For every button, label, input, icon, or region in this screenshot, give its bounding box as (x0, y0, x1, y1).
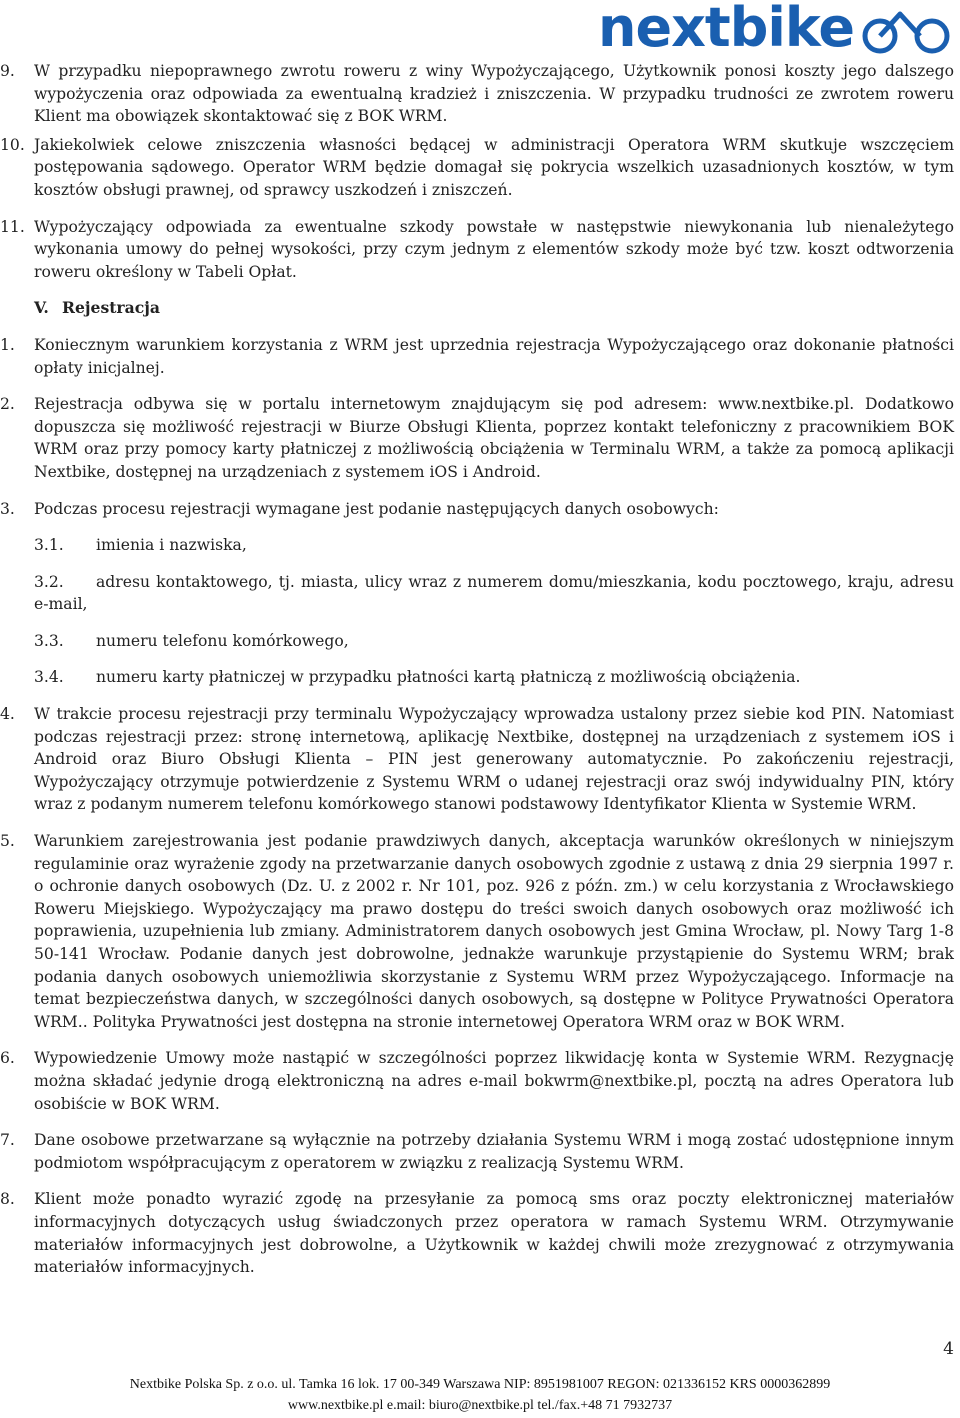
registration-subitem-3-4 (0, 666, 958, 689)
paragraph-11 (0, 216, 958, 284)
registration-subitem-3-1 (0, 534, 958, 557)
registration-item-8 (0, 1188, 958, 1278)
item-text: Klient może ponadto wyrazić zgodę na przesyłanie za pomocą sms oraz poczty elektronicznej materiałów informacyjnych dotyczących usług świadczonych przez operatora w ramach Systemu WRM. Otrzymywanie materiałów informacyjnych jest dobrowolne, a Użytkownik w każdej chwili może zrezygnować z otrzymywania materiałów informacyjnych. (34, 1190, 954, 1277)
registration-item-1 (0, 334, 958, 379)
section-title: Rejestracja (62, 298, 160, 318)
section-number: V. (34, 298, 49, 318)
paragraph-text: W przypadku niepoprawnego zwrotu roweru z winy Wypożyczającego, Użytkownik ponosi koszty jego dalszego wypożyczenia oraz odpowiada za ewentualną kradzież i zniszczenia. W przypadku trudności ze zwrotem roweru Klient ma obowiązek skontaktować się z BOK WRM. (34, 62, 954, 126)
paragraph-10 (0, 134, 958, 202)
footer-company-info: Nextbike Polska Sp. z o.o. ul. Tamka 16 lok. 17 00-349 Warszawa NIP: 8951981007 REGON: 021336152 KRS 0000362899 (129, 1377, 831, 1392)
item-number: 3. (0, 499, 15, 518)
paragraph-number: 9. (0, 62, 15, 80)
registration-subitem-3-3 (0, 630, 958, 653)
paragraph-number: 10. (0, 135, 25, 154)
paragraph-number: 11. (0, 217, 25, 236)
item-number: 7. (0, 1131, 15, 1150)
item-text: W trakcie procesu rejestracji przy terminalu Wypożyczający wprowadza ustalony przez siebie kod PIN. Natomiast podczas rejestracji przez: stronę internetową, aplikację Nextbike, dostępnej na urządzeniach z systemem iOS i Android oraz Biuro Obsługi Klienta – PIN jest generowany automatycznie. Po zakończeniu rejestracji, Wypożyczający otrzymuje potwierdzenie z Systemu WRM o udanej rejestracji oraz swój indywidualny PIN, który wraz z podanym numerem telefonu komórkowego stanowi podstawowy Identyfikator Klienta w Systemie WRM. (34, 705, 954, 814)
registration-item-6 (0, 1047, 958, 1115)
item-text: Rejestracja odbywa się w portalu internetowym znajdującym się pod adresem: www.nextbike.pl. Dodatkowo dopuszcza się możliwość rejestracji w Biurze Obsługi Klienta, poprzez kontakt telefoniczny z pracownikiem BOK WRM oraz przy pomocy karty płatniczej z możliwością obciążenia w Terminalu WRM, a także za pomocą aplikacji Nextbike, dostępnej na urządzeniach z systemem iOS i Android. (34, 395, 954, 481)
subitem-number: 3.4. (34, 668, 64, 687)
subitem-text: numeru karty płatniczej w przypadku płatności kartą płatniczą z możliwością obciążenia. (96, 668, 801, 687)
paragraph-9 (0, 60, 958, 128)
paragraph-text: Jakiekolwiek celowe zniszczenia własności będącej w administracji Operatora WRM skutkuje wszczęciem postępowania sądowego. Operator WRM będzie domagał się pokrycia wszelkich uzasadnionych kosztów, w tym kosztów obsługi prawnej, od sprawcy uszkodzeń i zniszczeń. (34, 135, 954, 199)
item-number: 5. (0, 832, 15, 851)
registration-item-4 (0, 703, 958, 816)
document-body (0, 60, 958, 1293)
paragraph-text: Wypożyczający odpowiada za ewentualne szkody powstałe w następstwie niewykonania lub nienależytego wykonania umowy do pełnej wysokości, przy czym jednym z elementów szkody może być tzw. koszt odtworzenia roweru określony w Tabeli Opłat. (34, 217, 954, 281)
item-text: Podczas procesu rejestracji wymagane jest podanie następujących danych osobowych: (34, 499, 719, 518)
page-number: 4 (943, 1339, 954, 1359)
item-text: Koniecznym warunkiem korzystania z WRM jest uprzednia rejestracja Wypożyczającego oraz dokonanie płatności opłaty inicjalnej. (34, 335, 954, 377)
item-text: Warunkiem zarejestrowania jest podanie prawdziwych danych, akceptacja warunków określonych w niniejszym regulaminie oraz wyrażenie zgody na przetwarzanie danych osobowych zgodnie z ustawą z dnia 29 sierpnia 1997 r. o ochronie danych osobowych (Dz. U. z 2002 r. Nr 101, poz. 926 z późn. zm.) w celu korzystania z Wrocławskiego Roweru Miejskiego. Wypożyczający ma prawo dostępu do treści swoich danych osobowych oraz możliwość ich poprawienia, uzupełnienia lub zmiany. Administratorem danych osobowych jest Gmina Wrocław, pl. Nowy Targ 1-8 50-141 Wrocław. Podanie danych jest dobrowolne, jednakże warunkuje przystąpienie do Systemu WRM; brak podania danych osobowych uniemożliwia skorzystanie z Systemu WRM przez Wypożyczającego. Informacje na temat bezpieczeństwa danych, w szczególności danych osobowych, są dostępne w Polityce Prywatności Operatora WRM.. Polityka Prywatności jest dostępna na stronie internetowej Operatora WRM oraz w BOK WRM. (34, 832, 954, 1031)
subitem-number: 3.1. (34, 536, 64, 555)
subitem-number: 3.3. (34, 631, 64, 650)
subitem-number: 3.2. (34, 572, 64, 591)
nextbike-logo (598, 0, 952, 59)
registration-item-3 (0, 498, 958, 521)
item-number: 1. (0, 335, 15, 354)
item-text: Wypowiedzenie Umowy może nastąpić w szczególności poprzez likwidację konta w Systemie WRM. Rezygnację można składać jedynie drogą elektroniczną na adres e-mail bokwrm@nextbike.pl, pocztą na adres Operatora lub osobiście w BOK WRM. (34, 1049, 954, 1113)
registration-item-7 (0, 1129, 958, 1174)
bike-icon (860, 8, 952, 54)
registration-item-5 (0, 830, 958, 1033)
registration-item-2 (0, 393, 958, 483)
item-text: Dane osobowe przetwarzane są wyłącznie na potrzeby działania Systemu WRM i mogą zostać udostępnione innym podmiotom współpracującym z operatorem w związku z realizacją Systemu WRM. (34, 1131, 954, 1172)
subitem-text: numeru telefonu komórkowego, (96, 631, 349, 650)
footer-contact-info: www.nextbike.pl e.mail: biuro@nextbike.pl tel./fax.+48 71 7932737 (287, 1398, 673, 1413)
subitem-text: imienia i nazwiska, (96, 536, 247, 555)
item-number: 4. (0, 705, 15, 724)
subitem-text: adresu kontaktowego, tj. miasta, ulicy wraz z numerem domu/mieszkania, kodu pocztowego, kraju, adresu e-mail, (34, 572, 954, 614)
item-number: 6. (0, 1049, 15, 1068)
item-number: 8. (0, 1190, 15, 1209)
section-heading (0, 297, 958, 320)
item-number: 2. (0, 395, 15, 414)
registration-subitem-3-2 (0, 571, 958, 616)
logo-text: nextbike (598, 0, 854, 59)
